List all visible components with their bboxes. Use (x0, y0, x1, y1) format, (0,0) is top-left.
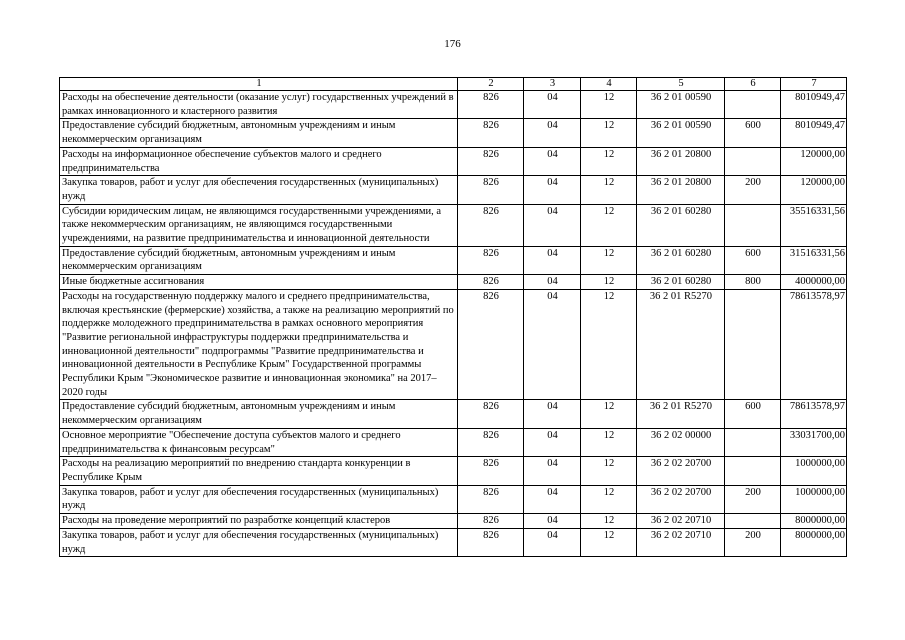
ministry-code: 826 (458, 485, 524, 513)
column-header: 6 (725, 78, 781, 91)
expense-name: Расходы на проведение мероприятий по разработке концепций кластеров (60, 514, 458, 529)
expense-name: Основное мероприятие "Обеспечение доступа субъектов малого и среднего предпринимательства к финансовым ресурсам" (60, 428, 458, 456)
amount: 78613578,97 (781, 289, 847, 400)
section-code: 04 (524, 428, 581, 456)
section-code: 04 (524, 246, 581, 274)
target-article-code: 36 2 02 00000 (637, 428, 725, 456)
expense-type-code (725, 204, 781, 246)
target-article-code: 36 2 02 20700 (637, 485, 725, 513)
budget-table (59, 77, 847, 557)
page-number: 176 (444, 38, 461, 50)
subsection-code: 12 (581, 457, 637, 485)
subsection-code: 12 (581, 485, 637, 513)
subsection-code: 12 (581, 289, 637, 400)
target-article-code: 36 2 01 R5270 (637, 400, 725, 428)
expense-type-code (725, 147, 781, 175)
target-article-code: 36 2 01 60280 (637, 204, 725, 246)
table-row (60, 289, 847, 400)
target-article-code: 36 2 02 20710 (637, 514, 725, 529)
expense-type-code (725, 91, 781, 119)
expense-name: Расходы на обеспечение деятельности (оказание услуг) государственных учреждений в рамках инновационного и кластерного развития (60, 91, 458, 119)
expense-type-code: 600 (725, 246, 781, 274)
section-code: 04 (524, 400, 581, 428)
target-article-code: 36 2 01 60280 (637, 246, 725, 274)
table-row (60, 400, 847, 428)
subsection-code: 12 (581, 275, 637, 290)
section-code: 04 (524, 457, 581, 485)
amount: 1000000,00 (781, 457, 847, 485)
amount: 35516331,56 (781, 204, 847, 246)
column-header: 4 (581, 78, 637, 91)
table-row (60, 428, 847, 456)
expense-type-code: 200 (725, 528, 781, 556)
target-article-code: 36 2 01 R5270 (637, 289, 725, 400)
ministry-code: 826 (458, 119, 524, 147)
expense-type-code: 200 (725, 485, 781, 513)
amount: 120000,00 (781, 176, 847, 204)
table-row (60, 176, 847, 204)
expense-name: Расходы на государственную поддержку малого и среднего предпринимательства, включая крестьянские (фермерские) хозяйства, а также на реализацию мероприятий по поддержке молодежного предпринимательства в рамках основного мероприятия "Развитие региональной инфраструктуры поддержки предпринимательства и инновационной деятельности" подпрограммы "Развитие предпринимательства и инновационной деятельности в Республике Крым" Государственной программы Республики Крым "Экономическое развитие и инновационная экономика" на 2017–2020 годы (60, 289, 458, 400)
expense-name: Предоставление субсидий бюджетным, автономным учреждениям и иным некоммерческим организациям (60, 400, 458, 428)
table-row (60, 514, 847, 529)
amount: 8010949,47 (781, 119, 847, 147)
ministry-code: 826 (458, 147, 524, 175)
subsection-code: 12 (581, 514, 637, 529)
ministry-code: 826 (458, 457, 524, 485)
ministry-code: 826 (458, 176, 524, 204)
expense-name: Закупка товаров, работ и услуг для обеспечения государственных (муниципальных) нужд (60, 176, 458, 204)
target-article-code: 36 2 01 20800 (637, 176, 725, 204)
target-article-code: 36 2 02 20700 (637, 457, 725, 485)
amount: 31516331,56 (781, 246, 847, 274)
section-code: 04 (524, 485, 581, 513)
amount: 8000000,00 (781, 528, 847, 556)
section-code: 04 (524, 289, 581, 400)
expense-name: Расходы на реализацию мероприятий по внедрению стандарта конкуренции в Республике Крым (60, 457, 458, 485)
ministry-code: 826 (458, 246, 524, 274)
target-article-code: 36 2 02 20710 (637, 528, 725, 556)
table-row (60, 246, 847, 274)
column-header: 5 (637, 78, 725, 91)
expense-type-code: 600 (725, 119, 781, 147)
table-row (60, 457, 847, 485)
amount: 33031700,00 (781, 428, 847, 456)
amount: 120000,00 (781, 147, 847, 175)
expense-name: Субсидии юридическим лицам, не являющимся государственными учреждениями, а также некоммерческим организациям, не являющимся государственными учреждениями, на развитие предпринимательства и инновационной деятельности (60, 204, 458, 246)
table-row (60, 147, 847, 175)
target-article-code: 36 2 01 00590 (637, 91, 725, 119)
subsection-code: 12 (581, 246, 637, 274)
section-code: 04 (524, 119, 581, 147)
ministry-code: 826 (458, 204, 524, 246)
expense-name: Расходы на информационное обеспечение субъектов малого и среднего предпринимательства (60, 147, 458, 175)
table-row (60, 275, 847, 290)
expense-name: Предоставление субсидий бюджетным, автономным учреждениям и иным некоммерческим организациям (60, 119, 458, 147)
expense-name: Закупка товаров, работ и услуг для обеспечения государственных (муниципальных) нужд (60, 485, 458, 513)
subsection-code: 12 (581, 147, 637, 175)
expense-name: Иные бюджетные ассигнования (60, 275, 458, 290)
target-article-code: 36 2 01 00590 (637, 119, 725, 147)
ministry-code: 826 (458, 514, 524, 529)
amount: 1000000,00 (781, 485, 847, 513)
amount: 4000000,00 (781, 275, 847, 290)
ministry-code: 826 (458, 275, 524, 290)
header-row (60, 78, 847, 91)
column-header: 7 (781, 78, 847, 91)
column-header: 2 (458, 78, 524, 91)
subsection-code: 12 (581, 176, 637, 204)
subsection-code: 12 (581, 204, 637, 246)
expense-type-code (725, 428, 781, 456)
ministry-code: 826 (458, 400, 524, 428)
section-code: 04 (524, 514, 581, 529)
ministry-code: 826 (458, 91, 524, 119)
target-article-code: 36 2 01 60280 (637, 275, 725, 290)
section-code: 04 (524, 275, 581, 290)
table-row (60, 91, 847, 119)
subsection-code: 12 (581, 528, 637, 556)
expense-type-code: 200 (725, 176, 781, 204)
amount: 78613578,97 (781, 400, 847, 428)
section-code: 04 (524, 91, 581, 119)
column-header: 1 (60, 78, 458, 91)
amount: 8010949,47 (781, 91, 847, 119)
table-row (60, 119, 847, 147)
expense-type-code (725, 289, 781, 400)
column-header: 3 (524, 78, 581, 91)
expense-name: Закупка товаров, работ и услуг для обеспечения государственных (муниципальных) нужд (60, 528, 458, 556)
expense-name: Предоставление субсидий бюджетным, автономным учреждениям и иным некоммерческим организациям (60, 246, 458, 274)
subsection-code: 12 (581, 400, 637, 428)
expense-type-code: 800 (725, 275, 781, 290)
amount: 8000000,00 (781, 514, 847, 529)
target-article-code: 36 2 01 20800 (637, 147, 725, 175)
subsection-code: 12 (581, 91, 637, 119)
ministry-code: 826 (458, 528, 524, 556)
section-code: 04 (524, 176, 581, 204)
expense-type-code (725, 514, 781, 529)
table-row (60, 528, 847, 556)
expense-type-code (725, 457, 781, 485)
ministry-code: 826 (458, 289, 524, 400)
section-code: 04 (524, 147, 581, 175)
table-row (60, 485, 847, 513)
subsection-code: 12 (581, 119, 637, 147)
section-code: 04 (524, 528, 581, 556)
table-row (60, 204, 847, 246)
expense-type-code: 600 (725, 400, 781, 428)
subsection-code: 12 (581, 428, 637, 456)
section-code: 04 (524, 204, 581, 246)
ministry-code: 826 (458, 428, 524, 456)
